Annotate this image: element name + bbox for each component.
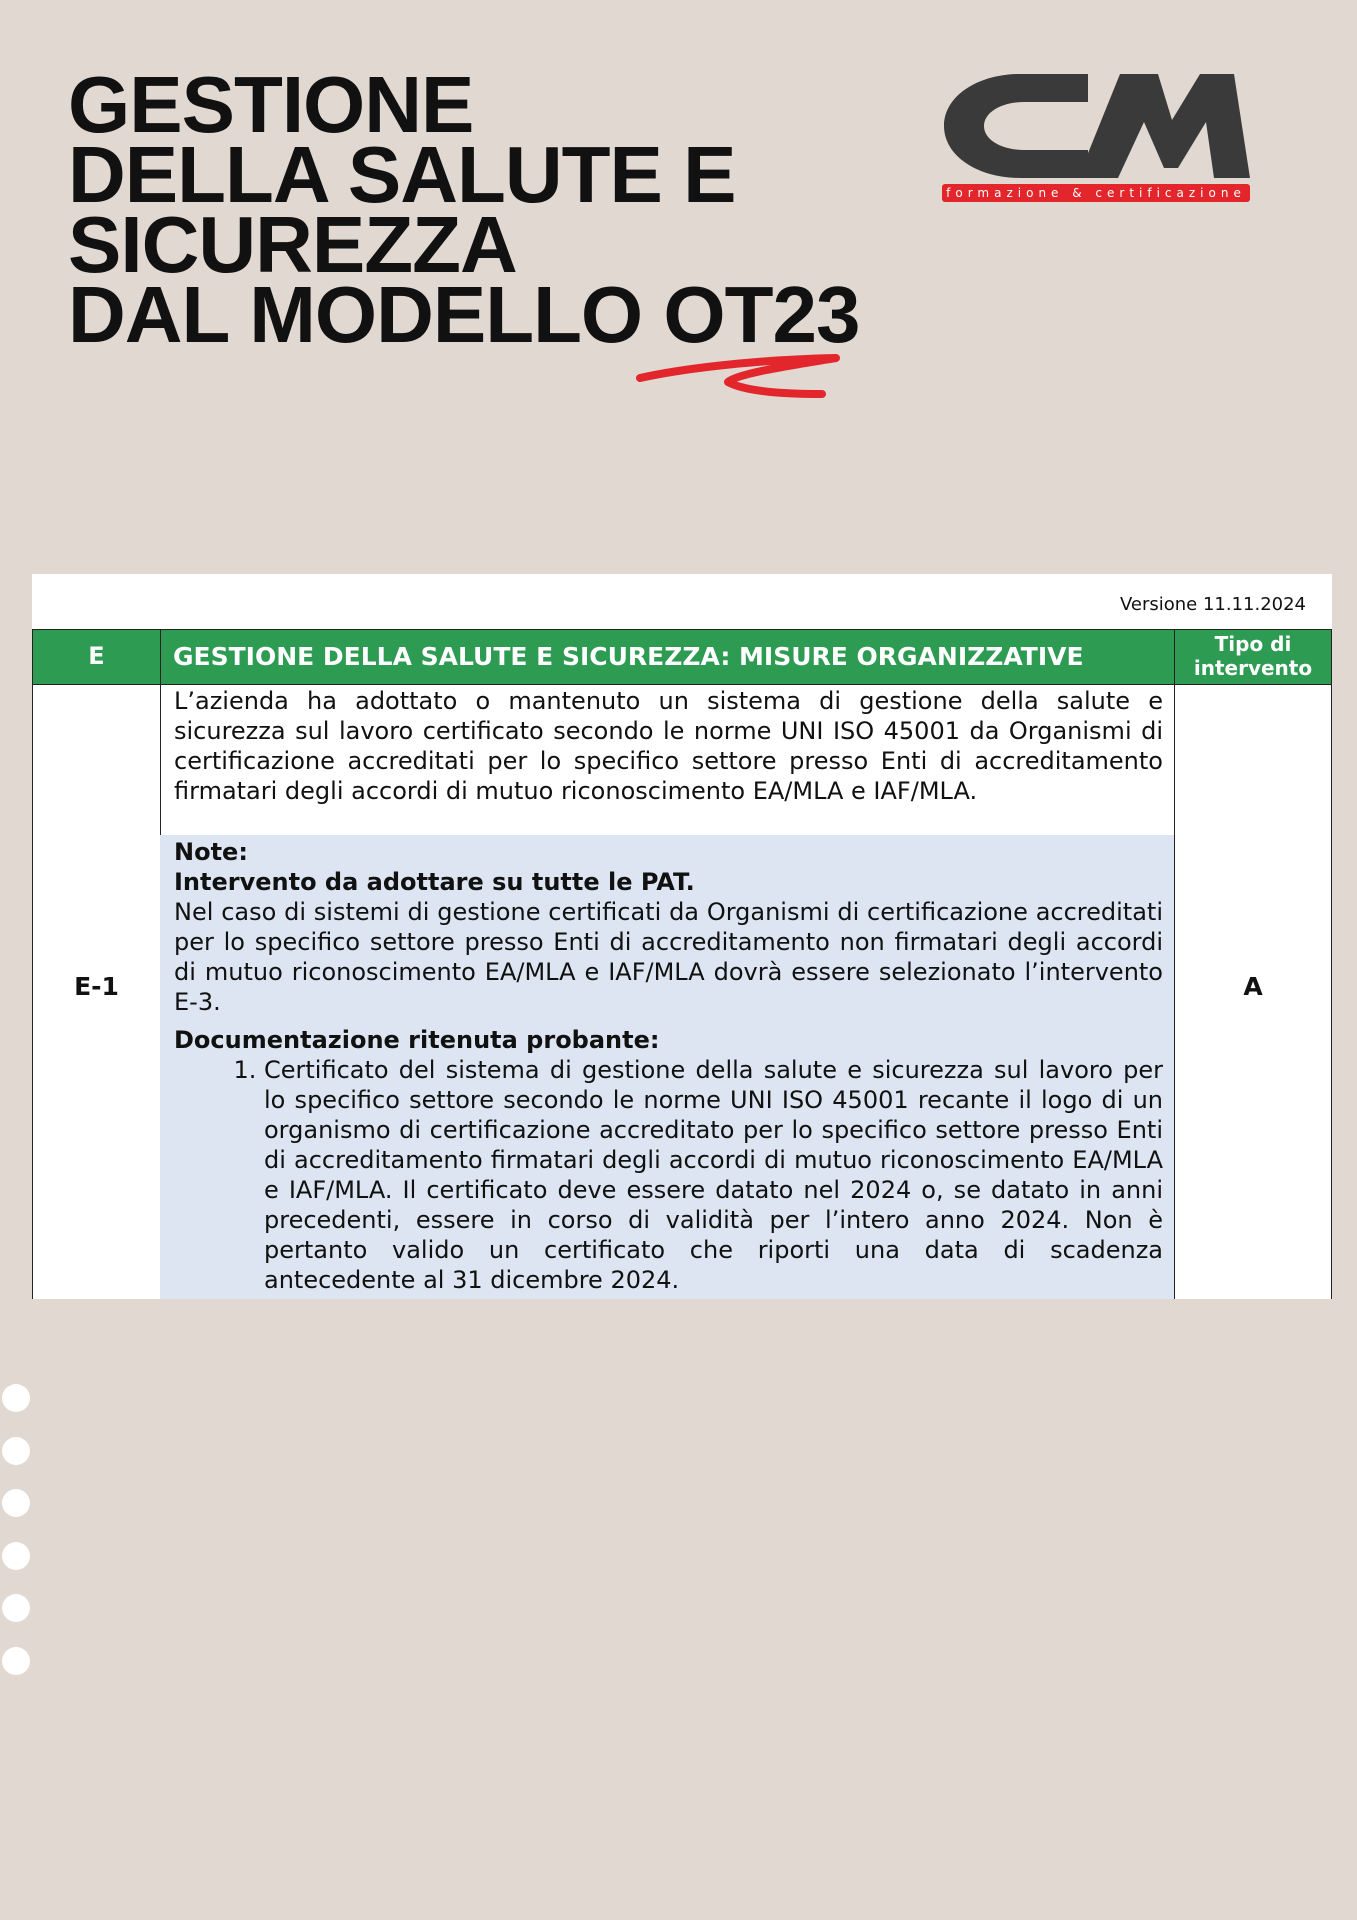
row-type: A [1243, 972, 1263, 1001]
row-code-cell [32, 684, 161, 1299]
dot-icon [2, 1594, 30, 1622]
headline-line: SICUREZZA [68, 200, 517, 289]
decorative-dots [2, 1384, 30, 1699]
list-item: 1. Certificato del sistema di gestione della salute e sicurezza sul lavoro per lo specifico settore secondo le norme UNI ISO 45001 recante il logo di un organismo di certificazione accreditato per lo specifico settore presso Enti di accreditamento firmatari degli accordi di mutuo riconoscimento EA/MLA e IAF/MLA. Il certificato deve essere datato nel 2024 o, se datato in anni precedenti, essere in corso di validità per l’intero anno 2024. Non è pertanto valido un certificato che riporti una data di scadenza antecedente al 31 dicembre 2024. [264, 1055, 1163, 1295]
dot-icon [2, 1489, 30, 1517]
doc-label: Documentazione ritenuta probante: [174, 1026, 660, 1054]
notes-text: Nel caso di sistemi di gestione certificati da Organismi di certificazione accreditati per lo specifico settore presso Enti di accreditamento non firmatari degli accordi di mutuo riconoscimento EA/MLA e IAF/MLA dovrà essere selezionato l’intervento E-3. [174, 898, 1163, 1016]
red-underline-swoosh-icon [636, 348, 846, 404]
dot-icon [2, 1542, 30, 1570]
headline-line: DELLA SALUTE E [68, 130, 736, 219]
header-type: Tipo di intervento [1174, 629, 1332, 685]
version-label: Versione 11.11.2024 [1119, 594, 1306, 615]
header-code: E [32, 629, 161, 685]
row-code: E-1 [74, 972, 119, 1001]
doc-list [174, 1055, 1163, 1295]
headline [68, 60, 860, 359]
document-excerpt [32, 574, 1332, 1299]
headline-line: DAL MODELLO OT23 [68, 270, 860, 359]
dot-icon [2, 1437, 30, 1465]
notes-label: Note: [174, 838, 248, 866]
headline-line: GESTIONE [68, 60, 474, 149]
dot-icon [2, 1647, 30, 1675]
logo-tagline: formazione & certificazione [942, 184, 1250, 202]
notes-intervento: Intervento da adottare su tutte le PAT. [174, 868, 695, 896]
row-notes [160, 835, 1175, 1299]
dot-icon [2, 1384, 30, 1412]
row-description: L’azienda ha adottato o mantenuto un sistema di gestione della salute e sicurezza sul lavoro certificato secondo le norme UNI ISO 45001 da Organismi di certificazione accreditati per lo specifico settore presso Enti di accreditamento firmatari degli accordi di mutuo riconoscimento EA/MLA e IAF/MLA. [160, 684, 1175, 836]
header-title: GESTIONE DELLA SALUTE E SICUREZZA: MISURE ORGANIZZATIVE [160, 629, 1175, 685]
row-type-cell [1174, 684, 1332, 1299]
